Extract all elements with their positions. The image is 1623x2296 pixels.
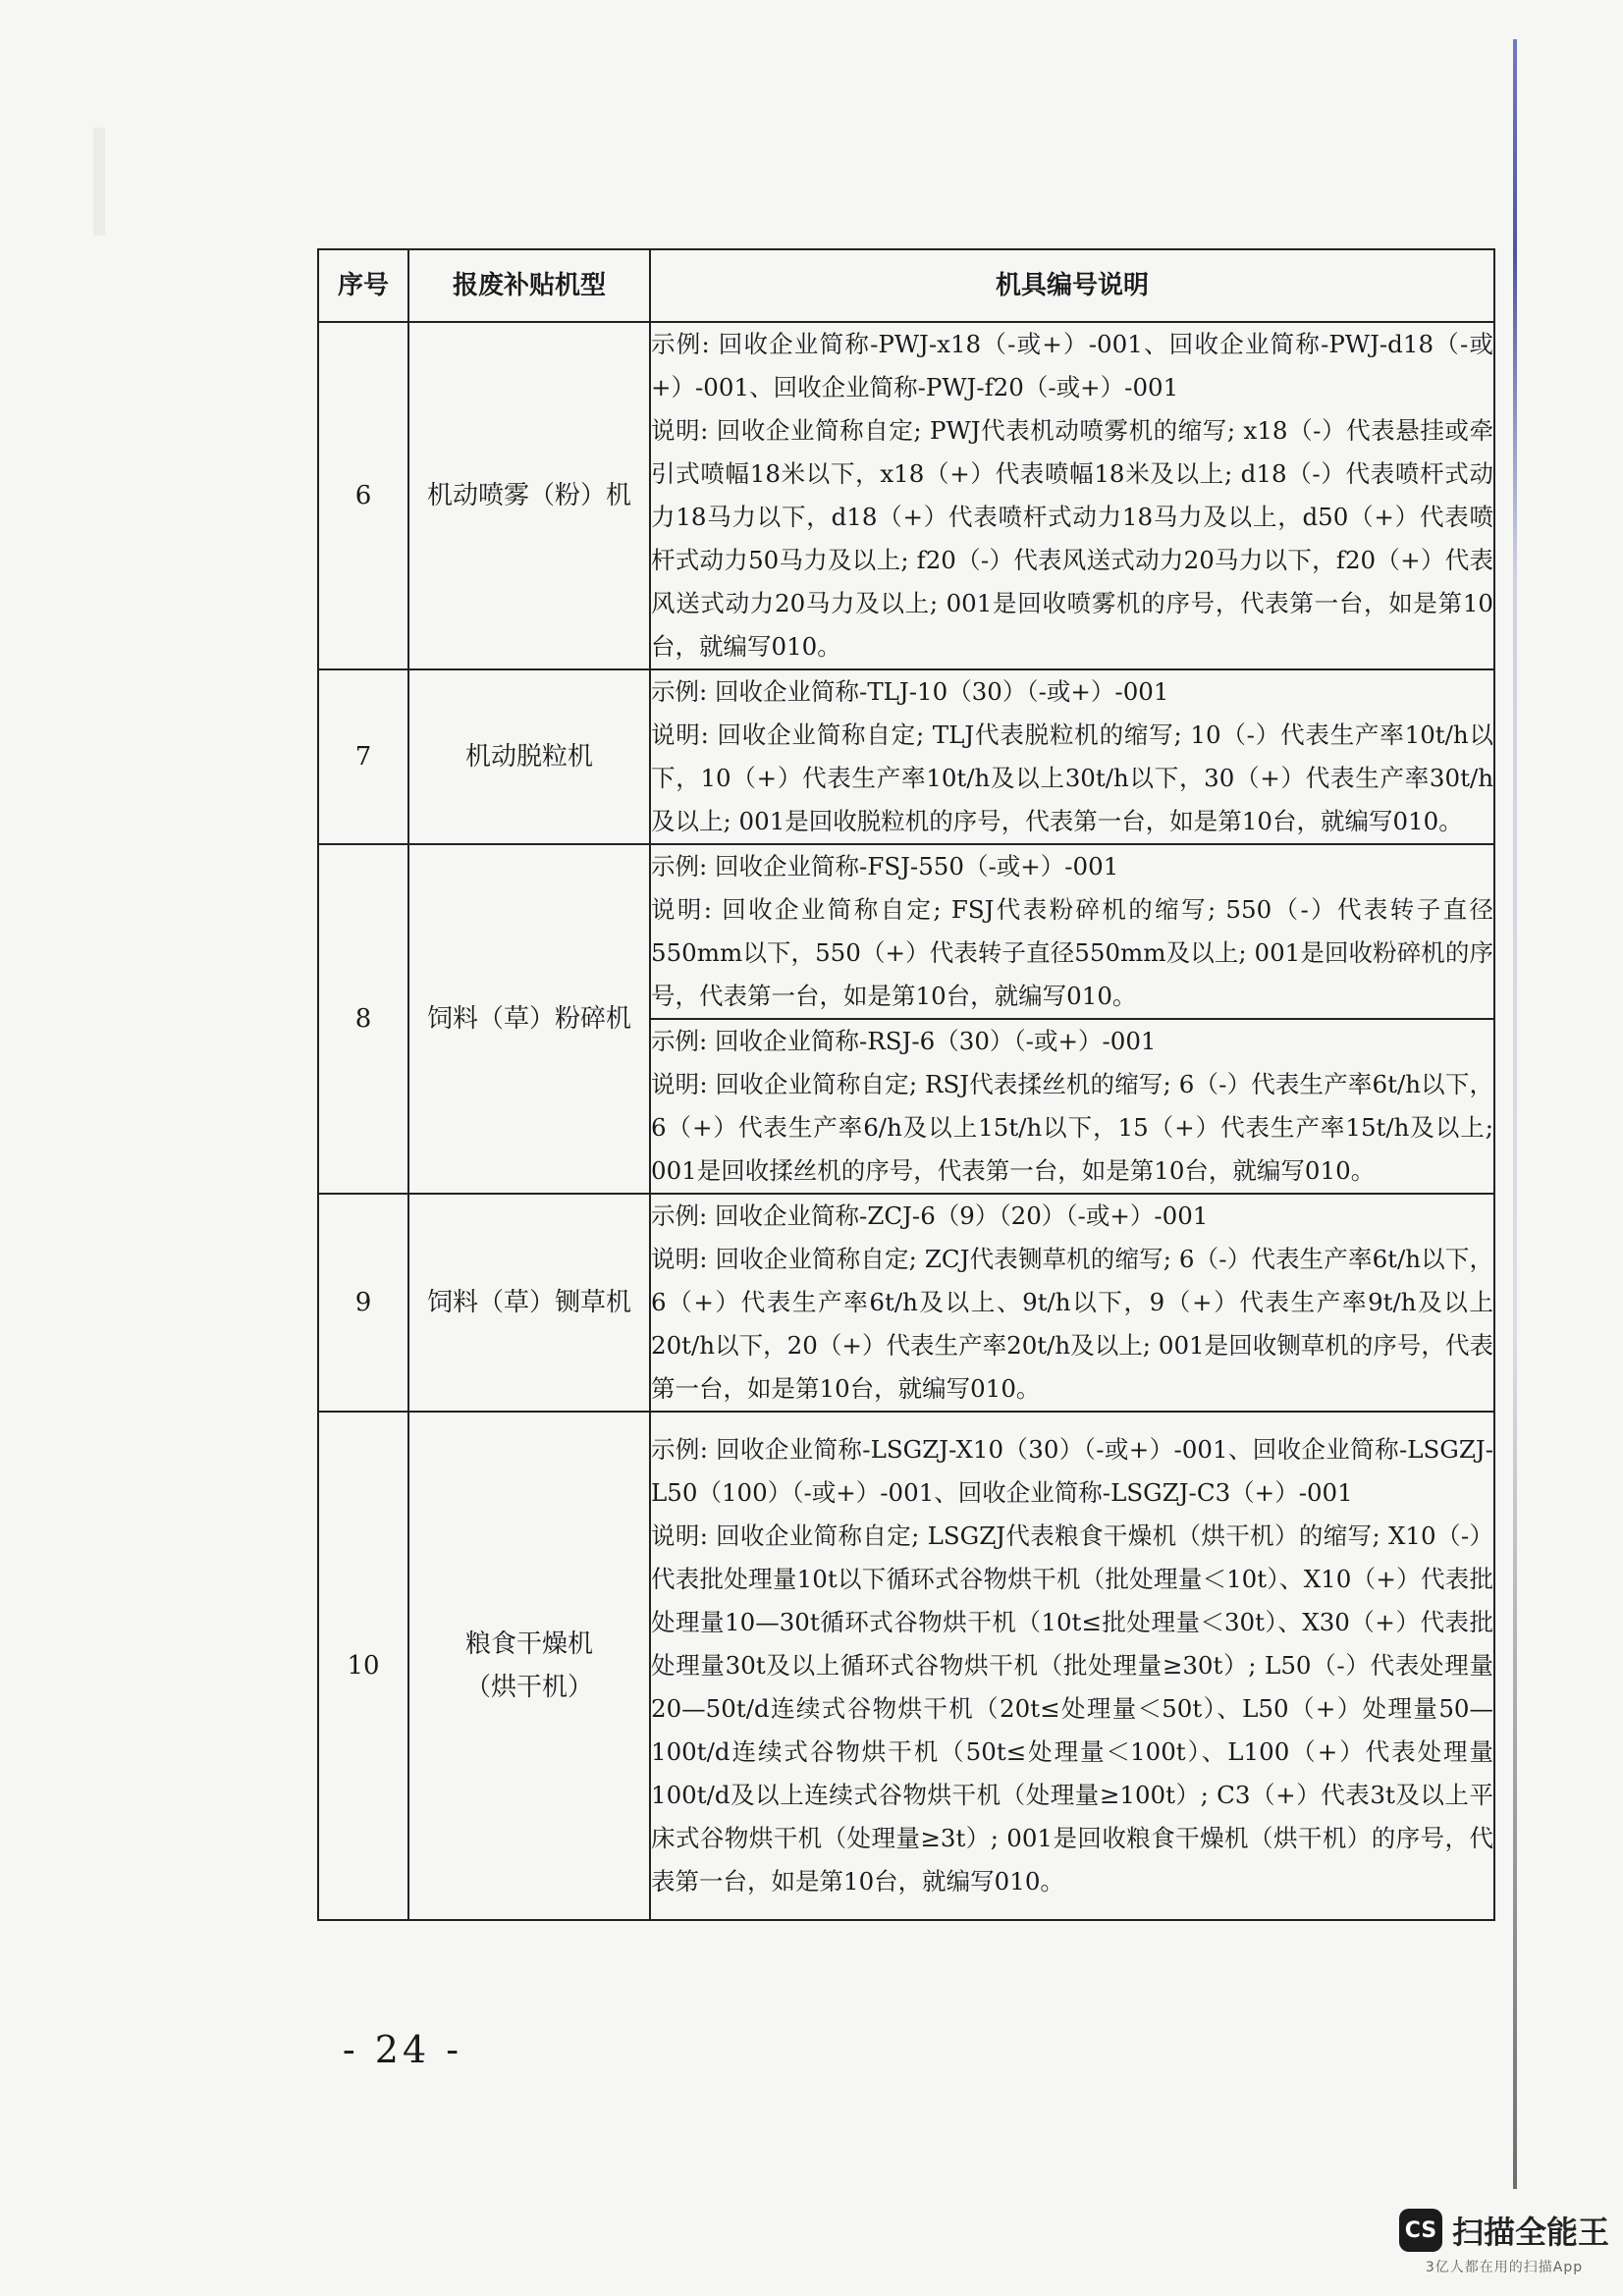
row-machine-type: 饲料（草）粉碎机 (408, 844, 650, 1194)
explanation-text: 说明: 回收企业简称自定; FSJ代表粉碎机的缩写; 550（-）代表转子直径550mm以下，550（+）代表转子直径550mm及以上; 001是回收粉碎机的序号，代表第一台，如是第10台，就编写010。 (651, 895, 1493, 1010)
example-text: 示例: 回收企业简称-RSJ-6（30）（-或+）-001 (651, 1027, 1157, 1055)
scan-edge-line (1513, 39, 1517, 2189)
header-no: 序号 (318, 249, 408, 322)
table-row (318, 1194, 1494, 1412)
row-no: 10 (318, 1412, 408, 1920)
example-text: 示例: 回收企业简称-FSJ-550（-或+）-001 (651, 852, 1119, 881)
example-text: 示例: 回收企业简称-TLJ-10（30）（-或+）-001 (651, 677, 1169, 706)
row-machine-type: 机动脱粒机 (408, 669, 650, 844)
explanation-text: 说明: 回收企业简称自定; ZCJ代表铡草机的缩写; 6（-）代表生产率6t/h以下，6（+）代表生产率6t/h及以上、9t/h以下，9（+）代表生产率9t/h及以上20t/h以下，20（+）代表生产率20t/h及以上; 001是回收铡草机的序号，代表第一台，如是第10台，就编写010。 (651, 1245, 1493, 1403)
row-machine-type: 饲料（草）铡草机 (408, 1194, 650, 1412)
camscanner-logo-icon: CS (1399, 2209, 1442, 2252)
row-desc (650, 669, 1494, 844)
machine-type-line2: （烘干机） (464, 1673, 593, 1702)
table-row (318, 1412, 1494, 1920)
row-no: 8 (318, 844, 408, 1194)
machine-type-line1: 粮食干燥机 (464, 1629, 593, 1659)
watermark-name: 扫描全能王 (1451, 2214, 1609, 2251)
row-machine-type: 机动喷雾（粉）机 (408, 322, 650, 669)
explanation-text: 说明: 回收企业简称自定; PWJ代表机动喷雾机的缩写; x18（-）代表悬挂或牵引式喷幅18米以下，x18（+）代表喷幅18米及以上; d18（-）代表喷杆式动力18马力以下，d18（+）代表喷杆式动力18马力及以上，d50（+）代表喷杆式动力50马力及以上; f20（-）代表风送式动力20马力以下，f20（+）代表风送式动力20马力及以上; 001是回收喷雾机的序号，代表第一台，如是第10台，就编写010。 (651, 416, 1493, 661)
table-header-row (318, 249, 1494, 322)
row-no: 9 (318, 1194, 408, 1412)
page-number: - 24 - (342, 2028, 463, 2071)
explanation-text: 说明: 回收企业简称自定; RSJ代表揉丝机的缩写; 6（-）代表生产率6t/h以下，6（+）代表生产率6/h及以上15t/h以下，15（+）代表生产率15t/h及以上; 001是回收揉丝机的序号，代表第一台，如是第10台，就编写010。 (651, 1070, 1493, 1185)
table-row (318, 322, 1494, 669)
table-row (318, 669, 1494, 844)
header-numbering-desc: 机具编号说明 (650, 249, 1494, 322)
explanation-text: 说明: 回收企业简称自定; LSGZJ代表粮食干燥机（烘干机）的缩写; X10（-）代表批处理量10t以下循环式谷物烘干机（批处理量＜10t）、X10（+）代表批处理量10—30t循环式谷物烘干机（10t≤批处理量＜30t）、X30（+）代表批处理量30t及以上循环式谷物烘干机（批处理量≥30t）; L50（-）代表处理量20—50t/d连续式谷物烘干机（20t≤处理量＜50t）、L50（+）处理量50—100t/d连续式谷物烘干机（50t≤处理量＜100t）、L100（+）代表处理量100t/d及以上连续式谷物烘干机（处理量≥100t）; C3（+）代表3t及以上平床式谷物烘干机（处理量≥3t）; 001是回收粮食干燥机（烘干机）的序号，代表第一台，如是第10台，就编写010。 (651, 1522, 1493, 1896)
row-desc (650, 1019, 1494, 1194)
scrap-subsidy-table (317, 248, 1495, 1921)
row-no: 7 (318, 669, 408, 844)
row-desc (650, 844, 1494, 1019)
scan-shadow (93, 128, 105, 236)
header-machine-type: 报废补贴机型 (408, 249, 650, 322)
table-row (318, 844, 1494, 1019)
explanation-text: 说明: 回收企业简称自定; TLJ代表脱粒机的缩写; 10（-）代表生产率10t/h以下，10（+）代表生产率10t/h及以上30t/h以下，30（+）代表生产率30t/h及以上; 001是回收脱粒机的序号，代表第一台，如是第10台，就编写010。 (651, 721, 1493, 835)
watermark-tagline: 3亿人都在用的扫描App (1425, 2260, 1584, 2275)
example-text: 示例: 回收企业简称-PWJ-x18（-或+）-001、回收企业简称-PWJ-d18（-或+）-001、回收企业简称-PWJ-f20（-或+）-001 (651, 330, 1493, 401)
example-text: 示例: 回收企业简称-LSGZJ-X10（30）（-或+）-001、回收企业简称-LSGZJ-L50（100）（-或+）-001、回收企业简称-LSGZJ-C3（+）-001 (651, 1435, 1493, 1507)
example-text: 示例: 回收企业简称-ZCJ-6（9）（20）（-或+）-001 (651, 1201, 1209, 1230)
scanner-watermark (1399, 2208, 1609, 2276)
row-desc (650, 322, 1494, 669)
row-machine-type (408, 1412, 650, 1920)
row-no: 6 (318, 322, 408, 669)
row-desc (650, 1412, 1494, 1920)
row-desc (650, 1194, 1494, 1412)
